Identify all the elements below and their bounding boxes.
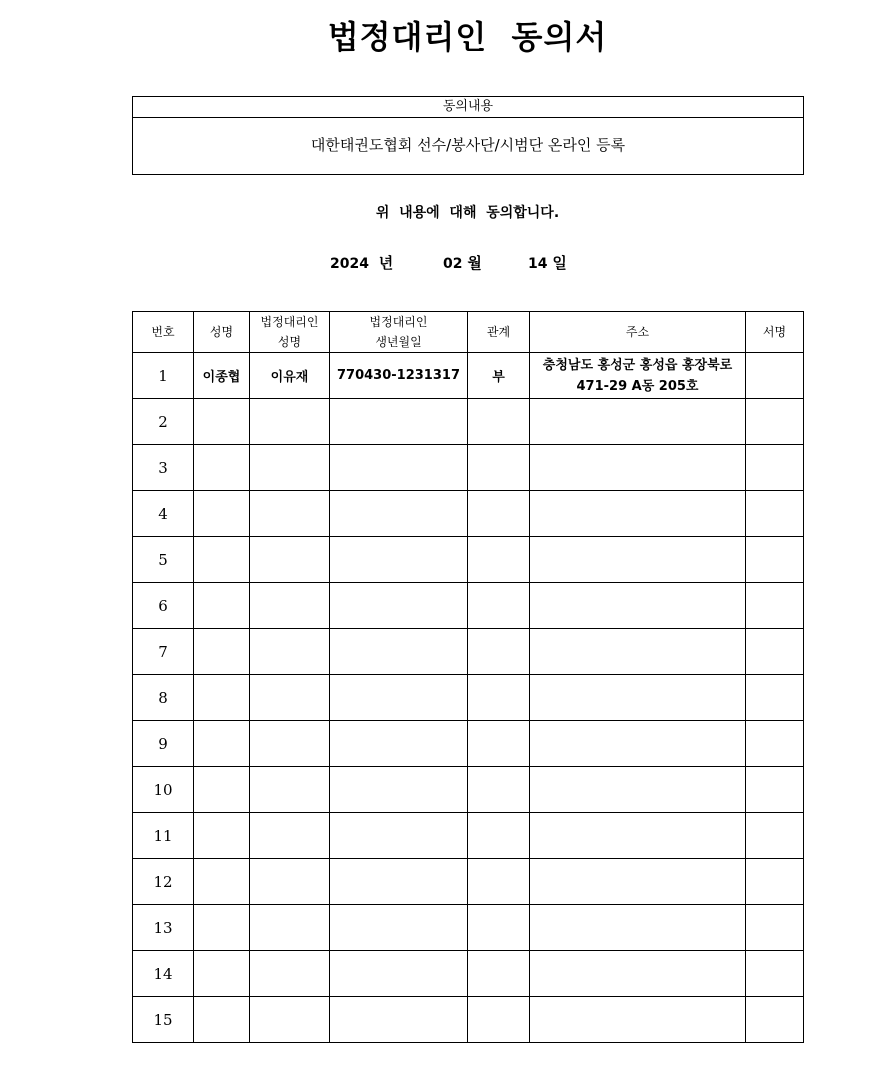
row-name[interactable]: [194, 491, 250, 537]
row-number: 4: [133, 491, 194, 537]
row-guardian-birth: 770430-1231317: [330, 353, 468, 399]
row-guardian-name[interactable]: [250, 767, 330, 813]
row-guardian-name[interactable]: [250, 859, 330, 905]
row-guardian-name[interactable]: [250, 537, 330, 583]
row-address[interactable]: [530, 859, 746, 905]
row-address[interactable]: [530, 721, 746, 767]
row-number: 2: [133, 399, 194, 445]
row-number: 10: [133, 767, 194, 813]
row-relation[interactable]: [468, 491, 530, 537]
row-guardian-birth[interactable]: [330, 813, 468, 859]
row-guardian-birth[interactable]: [330, 951, 468, 997]
date-month-unit: 월: [467, 254, 482, 272]
table-row: [133, 767, 804, 813]
row-signature[interactable]: [746, 537, 804, 583]
row-guardian-name[interactable]: [250, 813, 330, 859]
table-row: [133, 951, 804, 997]
row-number: 5: [133, 537, 194, 583]
date-month: [443, 252, 482, 273]
row-signature[interactable]: [746, 675, 804, 721]
row-guardian-name[interactable]: [250, 629, 330, 675]
row-number: 6: [133, 583, 194, 629]
row-name: 이종협: [194, 353, 250, 399]
row-number: 1: [133, 353, 194, 399]
row-address[interactable]: [530, 445, 746, 491]
table-header-row: [133, 312, 804, 353]
row-signature[interactable]: [746, 951, 804, 997]
row-address[interactable]: [530, 951, 746, 997]
header-guardian-name: [250, 312, 330, 353]
row-guardian-birth[interactable]: [330, 629, 468, 675]
row-signature[interactable]: [746, 353, 804, 399]
header-guardian-name-line1: 법정대리인: [260, 315, 319, 329]
row-name[interactable]: [194, 675, 250, 721]
row-guardian-name[interactable]: [250, 445, 330, 491]
row-number: 13: [133, 905, 194, 951]
row-guardian-name[interactable]: [250, 905, 330, 951]
row-address[interactable]: [530, 997, 746, 1043]
header-guardian-name-line2: 성명: [277, 335, 302, 349]
row-relation[interactable]: [468, 905, 530, 951]
row-guardian-name[interactable]: [250, 951, 330, 997]
row-guardian-birth[interactable]: [330, 399, 468, 445]
row-guardian-birth[interactable]: [330, 721, 468, 767]
date-year-value: 2024: [330, 256, 369, 272]
row-guardian-name[interactable]: [250, 721, 330, 767]
row-address-line2: 471-29 A동 205호: [576, 378, 699, 394]
row-address[interactable]: [530, 491, 746, 537]
row-address: [530, 353, 746, 399]
row-relation[interactable]: [468, 767, 530, 813]
date-day: [528, 252, 567, 273]
row-signature[interactable]: [746, 767, 804, 813]
row-name[interactable]: [194, 859, 250, 905]
row-guardian-birth[interactable]: [330, 767, 468, 813]
roster-table: [132, 311, 804, 1043]
row-address[interactable]: [530, 583, 746, 629]
row-guardian-birth[interactable]: [330, 537, 468, 583]
row-relation[interactable]: [468, 951, 530, 997]
row-signature[interactable]: [746, 583, 804, 629]
row-relation[interactable]: [468, 997, 530, 1043]
row-guardian-name: 이유재: [250, 353, 330, 399]
row-name[interactable]: [194, 813, 250, 859]
table-row: [133, 905, 804, 951]
row-relation[interactable]: [468, 629, 530, 675]
row-address[interactable]: [530, 905, 746, 951]
row-number: 7: [133, 629, 194, 675]
row-name[interactable]: [194, 399, 250, 445]
row-address-line1: 충청남도 홍성군 홍성읍 홍장북로: [542, 357, 733, 373]
row-guardian-birth[interactable]: [330, 445, 468, 491]
consent-header: 동의내용: [133, 97, 803, 118]
row-relation[interactable]: [468, 399, 530, 445]
row-number: 15: [133, 997, 194, 1043]
row-relation: 부: [468, 353, 530, 399]
row-number: 3: [133, 445, 194, 491]
row-name[interactable]: [194, 767, 250, 813]
table-row: [133, 353, 804, 399]
table-row: [133, 721, 804, 767]
row-relation[interactable]: [468, 445, 530, 491]
row-relation[interactable]: [468, 721, 530, 767]
table-row: [133, 445, 804, 491]
row-relation[interactable]: [468, 537, 530, 583]
header-number: 번호: [133, 312, 194, 353]
row-number: 11: [133, 813, 194, 859]
row-signature[interactable]: [746, 629, 804, 675]
table-row: [133, 491, 804, 537]
row-relation[interactable]: [468, 675, 530, 721]
table-row: [133, 629, 804, 675]
row-name[interactable]: [194, 537, 250, 583]
row-number: 8: [133, 675, 194, 721]
header-name: 성명: [194, 312, 250, 353]
row-guardian-name[interactable]: [250, 997, 330, 1043]
row-number: 14: [133, 951, 194, 997]
row-signature[interactable]: [746, 445, 804, 491]
table-row: [133, 997, 804, 1043]
row-name[interactable]: [194, 997, 250, 1043]
row-guardian-birth[interactable]: [330, 675, 468, 721]
date-day-value: 14: [528, 256, 548, 272]
row-name[interactable]: [194, 951, 250, 997]
row-guardian-birth[interactable]: [330, 905, 468, 951]
header-guardian-birth: [330, 312, 468, 353]
date-year: [330, 252, 393, 273]
row-name[interactable]: [194, 445, 250, 491]
row-number: 12: [133, 859, 194, 905]
table-row: [133, 537, 804, 583]
row-signature[interactable]: [746, 905, 804, 951]
row-signature[interactable]: [746, 491, 804, 537]
row-guardian-birth[interactable]: [330, 491, 468, 537]
consent-content: 대한태권도협회 선수/봉사단/시범단 온라인 등록: [310, 136, 626, 154]
header-signature: 서명: [746, 312, 804, 353]
row-signature[interactable]: [746, 721, 804, 767]
agree-statement: 위 내용에 대해 동의합니다.: [375, 205, 560, 221]
row-address[interactable]: [530, 537, 746, 583]
date-year-unit: 년: [378, 254, 394, 272]
table-row: [133, 583, 804, 629]
row-relation[interactable]: [468, 859, 530, 905]
row-number: 9: [133, 721, 194, 767]
table-row: [133, 813, 804, 859]
row-signature[interactable]: [746, 997, 804, 1043]
row-guardian-name[interactable]: [250, 583, 330, 629]
row-address[interactable]: [530, 629, 746, 675]
date-day-unit: 일: [552, 254, 567, 272]
row-signature[interactable]: [746, 399, 804, 445]
header-relation: 관계: [468, 312, 530, 353]
table-row: [133, 399, 804, 445]
row-name[interactable]: [194, 629, 250, 675]
row-guardian-birth[interactable]: [330, 583, 468, 629]
header-guardian-birth-line2: 생년월일: [375, 335, 422, 349]
row-guardian-birth[interactable]: [330, 859, 468, 905]
row-guardian-name[interactable]: [250, 399, 330, 445]
row-address[interactable]: [530, 767, 746, 813]
row-name[interactable]: [194, 721, 250, 767]
header-guardian-birth-line1: 법정대리인: [369, 315, 428, 329]
row-signature[interactable]: [746, 813, 804, 859]
document-title: 법정대리인 동의서: [327, 18, 608, 56]
date-month-value: 02: [443, 256, 463, 272]
row-signature[interactable]: [746, 859, 804, 905]
row-guardian-name[interactable]: [250, 675, 330, 721]
row-relation[interactable]: [468, 813, 530, 859]
header-address: 주소: [530, 312, 746, 353]
row-guardian-birth[interactable]: [330, 997, 468, 1043]
table-row: [133, 675, 804, 721]
table-row: [133, 859, 804, 905]
row-name[interactable]: [194, 583, 250, 629]
row-relation[interactable]: [468, 583, 530, 629]
consent-box: [132, 96, 804, 175]
row-address[interactable]: [530, 675, 746, 721]
row-guardian-name[interactable]: [250, 491, 330, 537]
row-address[interactable]: [530, 813, 746, 859]
row-name[interactable]: [194, 905, 250, 951]
row-address[interactable]: [530, 399, 746, 445]
